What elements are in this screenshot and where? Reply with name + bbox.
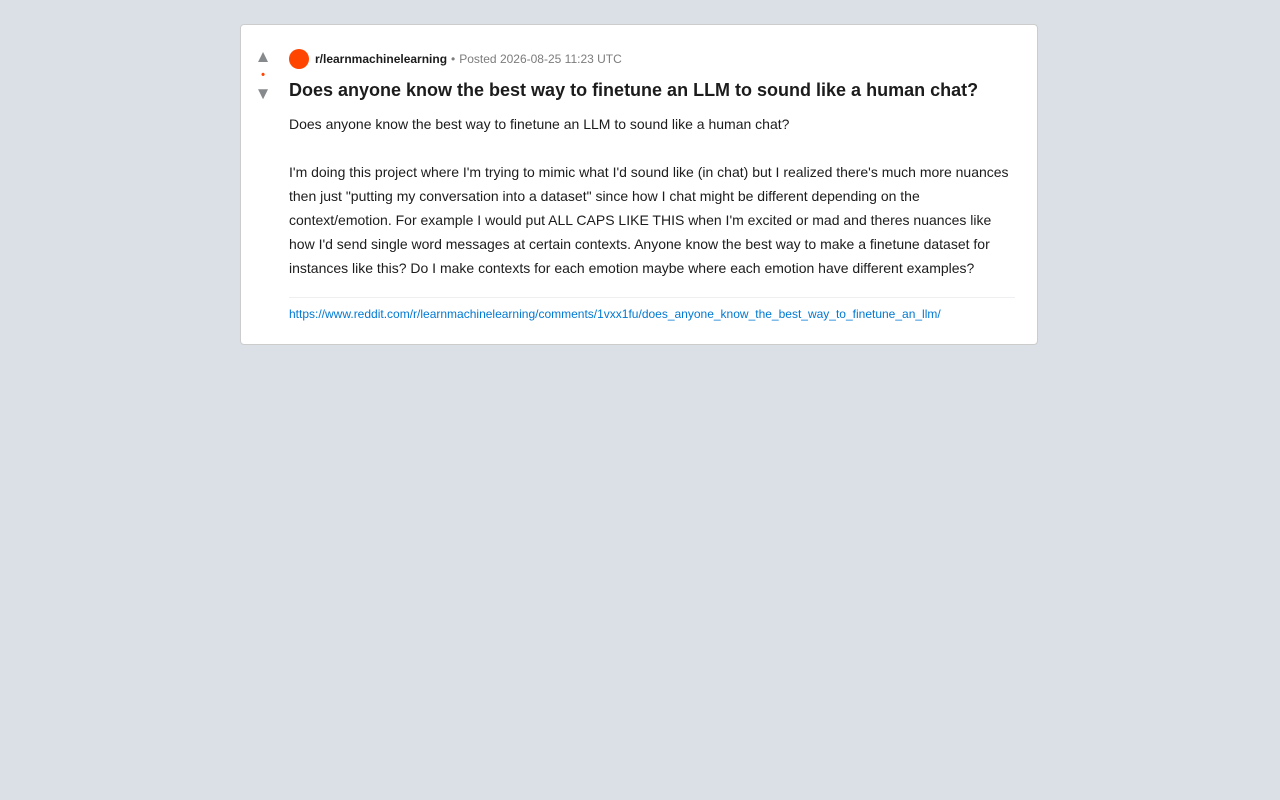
post-content xyxy=(289,49,1015,321)
vote-column xyxy=(241,47,285,103)
post-body xyxy=(289,112,1015,280)
post-timestamp: Posted 2026-08-25 11:23 UTC xyxy=(459,52,622,66)
subreddit-link[interactable]: r/learnmachinelearning xyxy=(315,52,448,66)
divider xyxy=(289,297,1015,298)
post-body-paragraph: Does anyone know the best way to finetune an LLM to sound like a human chat? xyxy=(289,116,790,132)
meta-separator: • xyxy=(451,52,456,66)
post-url-link[interactable]: https://www.reddit.com/r/learnmachinelearning/comments/1vxx1fu/does_anyone_know_the_best_way_to_finetune_an_llm/ xyxy=(289,307,941,321)
vote-score: • xyxy=(261,69,265,81)
post-body-paragraph: I'm doing this project where I'm trying to mimic what I'd sound like (in chat) but I realized there's much more nuances then just "putting my conversation into a dataset" since how I chat might be different depending on the context/emotion. For example I would put ALL CAPS LIKE THIS when I'm excited or mad and theres nuances like how I'd send single word messages at certain contexts. Anyone know the best way to make a finetune dataset for instances like this? Do I make contexts for each emotion maybe where each emotion have different examples? xyxy=(289,164,1009,276)
post-card xyxy=(240,24,1038,345)
post-title[interactable]: Does anyone know the best way to finetune an LLM to sound like a human chat? xyxy=(289,80,979,100)
post-meta xyxy=(289,49,1015,69)
subreddit-icon[interactable] xyxy=(289,49,309,69)
downvote-icon[interactable]: ▼ xyxy=(254,84,272,103)
upvote-icon[interactable]: ▲ xyxy=(254,47,272,66)
